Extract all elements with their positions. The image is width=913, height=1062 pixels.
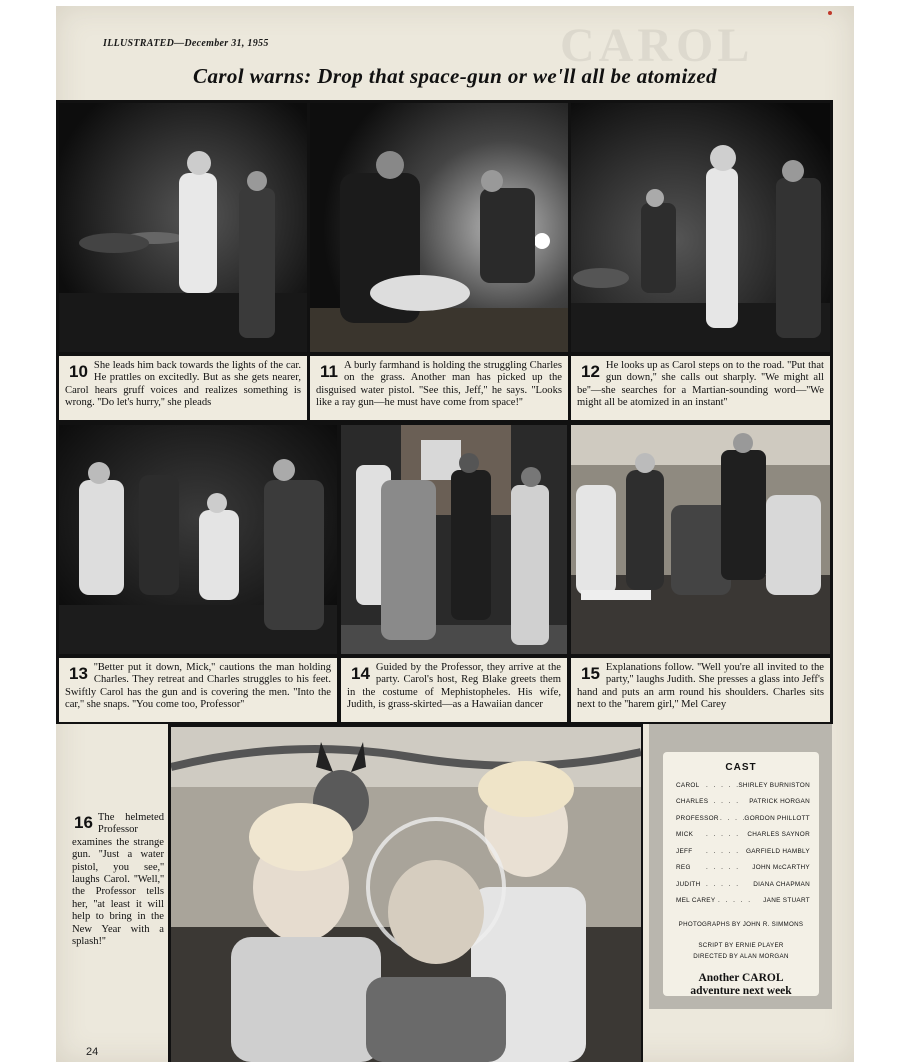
caption-text: The helmeted Professor examines the strange gun. ''Just a water pistol, you see,'' laughs Carol. ''Well,'' the Professor tells her, ''at least it will help to bring in the New Year with a splash!'' <box>72 812 164 948</box>
page-headline: Carol warns: Drop that space-gun or we'll all be atomized <box>193 64 717 88</box>
cast-role: CAROL <box>676 782 700 789</box>
cast-row <box>676 848 810 860</box>
caption-14 <box>341 658 567 722</box>
caption-number: 14 <box>351 664 370 683</box>
cast-dots: . . . . . <box>706 798 740 805</box>
caption-number: 13 <box>69 664 88 683</box>
caption-16 <box>72 812 164 948</box>
cast-actor: GARFIELD HAMBLY <box>745 848 810 855</box>
caption-text: Guided by the Professor, they arrive at the party. Carol's host, Reg Blake greets them in the costume of Mephistopheles. His wife, Judith, is grass-skirted—as a Hawaiian dancer <box>347 662 561 711</box>
caption-text: A burly farmhand is holding the struggling Charles on the grass. Another man has picked up the disguised water pistol. ''See this, Jeff,'' he says. ''Looks like a ray gun—he must have come from space!'' <box>316 360 562 409</box>
cast-role: CHARLES <box>676 798 709 805</box>
photo-15 <box>571 425 830 654</box>
cast-actor: DIANA CHAPMAN <box>753 881 810 888</box>
cast-role: JUDITH <box>676 881 701 888</box>
bleed-through-text: CAROL <box>560 19 754 72</box>
script-credit: SCRIPT BY ERNIE PLAYER <box>698 942 784 949</box>
cast-actor: JANE STUART <box>763 897 810 904</box>
photo-13 <box>59 425 337 654</box>
cast-actor: GORDON PHILLOTT <box>744 815 810 822</box>
caption-number: 11 <box>320 362 338 381</box>
cast-row <box>676 897 810 909</box>
caption-15 <box>571 658 830 722</box>
cast-title: CAST <box>725 762 757 773</box>
photo-12 <box>571 103 830 352</box>
cast-actor: CHARLES SAYNOR <box>747 831 810 838</box>
photo-10 <box>59 103 307 352</box>
cast-role: MICK <box>676 831 694 838</box>
red-speck <box>828 11 832 15</box>
cast-row <box>676 881 810 893</box>
photo-16 <box>171 727 641 1062</box>
cast-actor: JOHN McCARTHY <box>752 864 810 871</box>
photo-11 <box>310 103 568 352</box>
cast-role: JEFF <box>676 848 693 855</box>
caption-12 <box>571 356 830 420</box>
caption-text: Explanations follow. ''Well you're all invited to the party,'' laughs Judith. She presses a glass into Jeff's hand and puts an arm round his shoulders. Charles sits next to the ''harem girl,'' Mel Carey <box>577 662 824 711</box>
cast-row <box>676 864 810 876</box>
caption-13 <box>59 658 337 722</box>
caption-text: She leads him back towards the lights of the car. He prattles on excitedly. But as she gets nearer, Carol hears gruff voices and realizes something is wrong. ''Do let's hurry,'' she pleads <box>65 360 301 409</box>
page-number: 24 <box>86 1046 99 1058</box>
cast-dots: . . . . . <box>706 782 740 789</box>
caption-11 <box>310 356 568 420</box>
caption-10 <box>59 356 307 420</box>
cast-actor: PATRICK HORGAN <box>749 798 810 805</box>
cast-role: REG <box>676 864 691 871</box>
cast-row <box>676 782 810 794</box>
caption-number: 10 <box>69 362 88 381</box>
teaser-line-2: adventure next week <box>690 985 792 997</box>
caption-number: 16 <box>74 813 93 832</box>
cast-row <box>676 798 810 810</box>
photo-credit: PHOTOGRAPHS BY JOHN R. SIMMONS <box>678 921 804 928</box>
cast-dots: . . . . . <box>706 864 740 871</box>
cast-actor: SHIRLEY BURNISTON <box>738 782 810 789</box>
cast-dots: . . . . . <box>718 897 752 904</box>
cast-dots: . . . . . <box>720 815 754 822</box>
photo-14 <box>341 425 567 654</box>
caption-number: 12 <box>581 362 600 381</box>
issue-header: ILLUSTRATED—December 31, 1955 <box>103 38 269 49</box>
cast-row <box>676 815 810 827</box>
cast-dots: . . . . . <box>706 831 740 838</box>
cast-row <box>676 831 810 843</box>
director-credit: DIRECTED BY ALAN MORGAN <box>693 953 789 960</box>
cast-role: MEL CAREY <box>676 897 716 904</box>
next-week-teaser <box>663 972 819 998</box>
caption-number: 15 <box>581 664 600 683</box>
caption-text: ''Better put it down, Mick,'' cautions the man holding Charles. They retreat and Charles struggles to his feet. Swiftly Carol has the gun and is covering the men. ''Into the car,'' she snaps. ''You come too, Professor'' <box>65 662 331 711</box>
caption-text: He looks up as Carol steps on to the road. ''Put that gun down,'' she calls out sharply. ''We might all be''—she searches for a Martian-sounding word—''We might all be atomized in an instant'' <box>577 360 824 409</box>
teaser-line-1: Another CAROL <box>698 972 784 984</box>
cast-dots: . . . . . <box>706 848 740 855</box>
cast-role: PROFESSOR <box>676 815 719 822</box>
cast-dots: . . . . . <box>706 881 740 888</box>
